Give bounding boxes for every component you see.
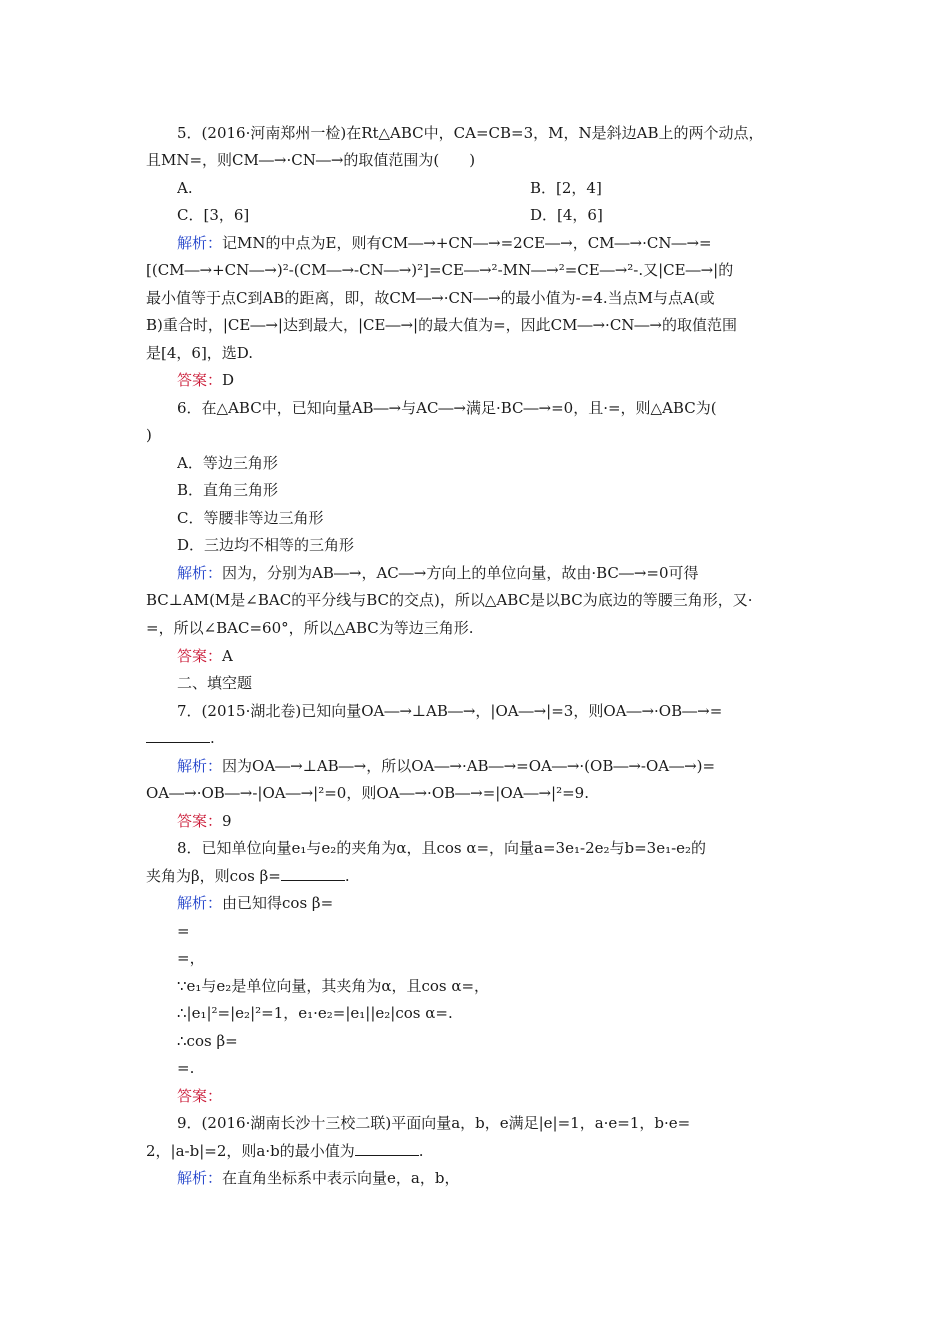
section-heading: 二、填空题 (177, 674, 253, 692)
q7-stem-tail: . (210, 729, 215, 747)
q8-solution-line1 (177, 890, 816, 917)
q8-stem-head: 夹角为β，则cos β= (146, 867, 281, 885)
q7-solution-line2: OA―→·OB―→-|OA―→|²=0，则OA―→·OB―→=|OA―→|²=9. (146, 784, 589, 802)
solution-label: 解析： (177, 894, 223, 912)
q5-option-d: D．[4，6] (530, 206, 603, 224)
q9-solution-text1: 在直角坐标系中表示向量e，a，b， (222, 1169, 460, 1187)
q9-answer-blank (355, 1139, 419, 1156)
q6-solution-line3: =，所以∠BAC=60°，所以△ABC为等边三角形. (146, 619, 474, 637)
q5-stem-line1: 5．(2016·河南郑州一检)在Rt△ABC中，CA=CB=3，M，N是斜边AB上的两个动点， (177, 124, 764, 142)
q8-solution-line3: =， (177, 949, 205, 967)
q5-option-a: A. (177, 179, 193, 197)
solution-label: 解析： (177, 1169, 223, 1187)
q8-solution-line2: = (177, 922, 190, 940)
q9-stem-head: 2，|a-b|=2，则a·b的最小值为 (146, 1142, 355, 1160)
q6-answer-value: A (222, 647, 233, 665)
q7-solution-text1: 因为OA―→⊥AB―→，所以OA―→·AB―→=OA―→·(OB―→-OA―→)= (222, 757, 716, 775)
q6-stem-line2: ) (146, 426, 152, 444)
answer-label: 答案： (177, 1087, 223, 1105)
answer-label: 答案： (177, 812, 223, 830)
q7-stem-line1: 7．(2015·湖北卷)已知向量OA―→⊥AB―→，|OA―→|=3，则OA―→·OB―→= (177, 702, 723, 720)
q5-answer (177, 367, 816, 394)
q8-stem-line2 (146, 863, 816, 890)
q8-stem-line1: 8．已知单位向量e₁与e₂的夹角为α，且cos α=，向量a=3e₁-2e₂与b=3e₁-e₂的 (177, 839, 707, 857)
q6-answer (177, 643, 816, 670)
q5-solution-line3: 最小值等于点C到AB的距离，即，故CM―→·CN―→的最小值为-=4.当点M与点A(或 (146, 289, 715, 307)
q5-option-b: B．[2，4] (530, 179, 602, 197)
q7-answer-blank (146, 726, 210, 743)
q6-solution-text1: 因为，分别为AB―→，AC―→方向上的单位向量，故由·BC―→=0可得 (222, 564, 699, 582)
q9-solution-line1 (177, 1165, 816, 1192)
q9-stem-line2 (146, 1138, 816, 1165)
q5-solution-line2: [(CM―→+CN―→)²-(CM―→-CN―→)²]=CE―→²-MN―→²=CE―→²-.又|CE―→|的 (146, 261, 734, 279)
q6-option-a: A．等边三角形 (177, 454, 278, 472)
q5-solution-line4: B)重合时，|CE―→|达到最大，|CE―→|的最大值为=，因此CM―→·CN―→的取值范围 (146, 316, 737, 334)
q5-answer-value: D (222, 371, 235, 389)
q6-option-d: D．三边均不相等的三角形 (177, 536, 355, 554)
q8-answer (177, 1083, 816, 1110)
q6-stem-line1: 6．在△ABC中，已知向量AB―→与AC―→满足·BC―→=0，且·=，则△ABC为( (177, 399, 717, 417)
q7-answer-value: 9 (222, 812, 232, 830)
q6-option-b: B．直角三角形 (177, 481, 279, 499)
answer-label: 答案： (177, 647, 223, 665)
q9-stem-line1: 9．(2016·湖南长沙十三校二联)平面向量a，b，e满足|e|=1，a·e=1，b·e= (177, 1114, 691, 1132)
q7-solution-line1 (177, 753, 816, 780)
q8-solution-line4: ∵e₁与e₂是单位向量，其夹角为α，且cos α=， (177, 977, 490, 995)
solution-label: 解析： (177, 234, 223, 252)
q8-solution-line7: =. (177, 1059, 195, 1077)
q8-solution-text1: 由已知得cos β= (222, 894, 334, 912)
solution-label: 解析： (177, 757, 223, 775)
q5-solution-line1 (177, 230, 816, 257)
q9-stem-tail: . (418, 1142, 424, 1160)
q8-answer-blank (281, 864, 345, 881)
q5-option-c: C．[3，6] (177, 206, 250, 224)
q8-stem-tail: . (344, 867, 350, 885)
q5-solution-line5: 是[4，6]，选D. (146, 344, 254, 362)
q7-answer (177, 808, 816, 835)
q6-solution-line1 (177, 560, 816, 587)
q6-option-c: C．等腰非等边三角形 (177, 509, 324, 527)
q7-stem-line2 (146, 725, 816, 752)
q5-stem-line2: 且MN=，则CM―→·CN―→的取值范围为( ) (146, 151, 476, 169)
answer-label: 答案： (177, 371, 223, 389)
q8-solution-line5: ∴|e₁|²=|e₂|²=1，e₁·e₂=|e₁||e₂|cos α=. (177, 1004, 453, 1022)
q6-solution-line2: BC⊥AM(M是∠BAC的平分线与BC的交点)，所以△ABC是以BC为底边的等腰三角形，又· (146, 591, 753, 609)
q8-solution-line6: ∴cos β= (177, 1032, 238, 1050)
q5-solution-text1: 记MN的中点为E，则有CM―→+CN―→=2CE―→，CM―→·CN―→= (222, 234, 712, 252)
solution-label: 解析： (177, 564, 223, 582)
